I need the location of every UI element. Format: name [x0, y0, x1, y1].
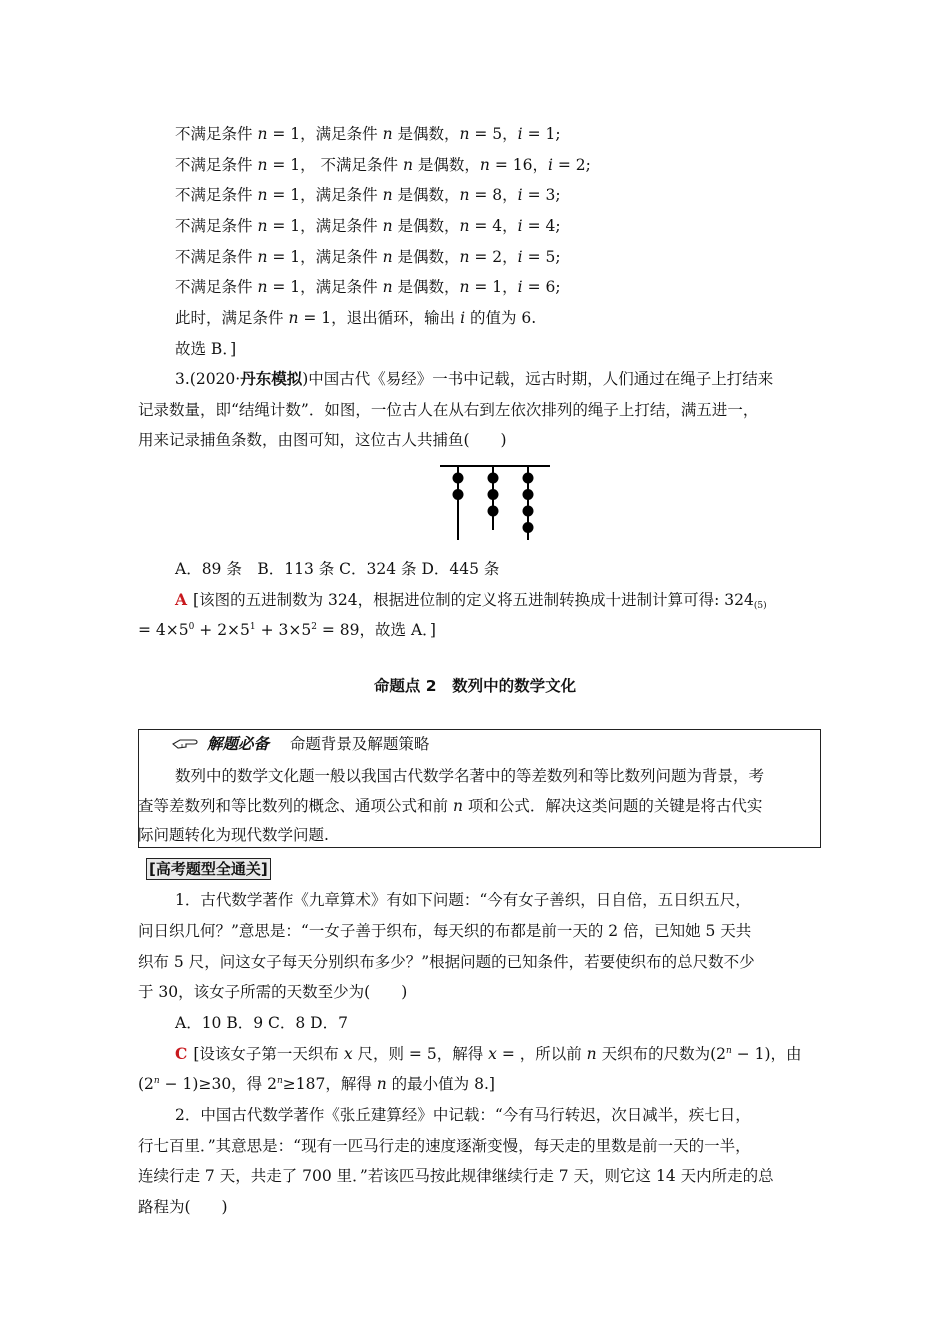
loop-end-line: 此时，满足条件 n = 1，退出循环，输出 i 的值为 6. [175, 309, 537, 327]
box-paragraph-line-1: 数列中的数学文化题一般以我国古代数学名著中的等差数列和等比数列问题为背景，考 [175, 767, 765, 785]
knot [488, 506, 499, 517]
box-heading: 命题背景及解题策略 [289, 735, 430, 753]
p1-line-2: 问日织几何？”意思是：“一女子善于织布，每天织的布都是前一天的 2 倍，已知她 5 天共 [138, 922, 752, 940]
box-paragraph-line-3: 际问题转化为现代数学问题. [138, 826, 329, 844]
box-label: 解题必备 [206, 735, 269, 753]
q3-answer-line-2: = $4\times 5^0 + 2\times 5^1 + 3\times 5^2 = 89$，故选 A．] [138, 621, 436, 639]
q3-line-1: 3.(2020·丹东模拟)中国古代《易经》一书中记载，远古时期，人们通过在绳子上打结来 [175, 369, 774, 388]
pointing-hand-icon [172, 735, 202, 751]
knot [523, 473, 534, 484]
p1-answer-line-2: $(2^n - 1)\ge 30$，得 $2^n\ge 187$，解得 n 的最小值为 8.] [138, 1075, 495, 1093]
knot-figure [440, 462, 550, 544]
knot [453, 473, 464, 484]
loop-line-6: 不满足条件 n = 1，满足条件 n 是偶数，n = 1，i = 6; [175, 278, 561, 296]
knot [488, 473, 499, 484]
loop-line-1: 不满足条件 n = 1，满足条件 n 是偶数，n = 5，i = 1; [175, 125, 561, 143]
q3-line-2: 记录数量，即“结绳计数”．如图，一位古人在从右到左依次排列的绳子上打结，满五进一， [138, 401, 759, 419]
section-tag: [高考题型全通关] [146, 858, 271, 880]
q3-answer-line-1: A [该图的五进制数为 324，根据进位制的定义将五进制转换成十进制计算可得: $324_{(5)}$ [175, 590, 767, 611]
p2-line-4: 路程为( ) [138, 1198, 228, 1216]
loop-line-5: 不满足条件 n = 1，满足条件 n 是偶数，n = 2，i = 5; [175, 248, 561, 266]
loop-answer-line: 故选 B．] [175, 340, 237, 358]
q3-line-3: 用来记录捕鱼条数，由图可知，这位古人共捕鱼( ) [138, 431, 507, 449]
loop-line-4: 不满足条件 n = 1，满足条件 n 是偶数，n = 4，i = 4; [175, 217, 561, 235]
q3-options: A．89 条 B．113 条 C．324 条 D．445 条 [175, 560, 500, 578]
p2-line-1: 2．中国古代数学著作《张丘建算经》中记载：“今有马行转迟，次日减半，疾七日， [175, 1106, 751, 1124]
knot [523, 506, 534, 517]
knot [523, 522, 534, 533]
section-title: 命题点 2 数列中的数学文化 [373, 677, 577, 695]
p2-line-2: 行七百里．”其意思是：“现有一匹马行走的速度逐渐变慢，每天走的里数是前一天的一半， [138, 1137, 751, 1155]
knot [523, 489, 534, 500]
knot [453, 489, 464, 500]
p1-answer-line-1: C [设该女子第一天织布 x 尺，则 = 5，解得 x = ，所以前 n 天织布的尺数为$(2^n - 1)$，由 [175, 1044, 802, 1063]
p1-options: A．10 B．9 C．8 D．7 [175, 1014, 348, 1032]
p1-line-4: 于 30，该女子所需的天数至少为( ) [138, 983, 408, 1001]
knot [488, 489, 499, 500]
strategy-box-header [172, 733, 429, 755]
p2-line-3: 连续行走 7 天，共走了 700 里．”若该匹马按此规律继续行走 7 天，则它这 14 天内所走的总 [138, 1167, 774, 1185]
p1-line-1: 1．古代数学著作《九章算术》有如下问题：“今有女子善织，日自倍，五日织五尺， [175, 891, 751, 909]
box-paragraph-line-2: 查等差数列和等比数列的概念、通项公式和前 n 项和公式．解决这类问题的关键是将古代实 [138, 797, 763, 815]
p1-line-3: 织布 5 尺，问这女子每天分别织布多少？”根据问题的已知条件，若要使织布的总尺数不少 [138, 953, 755, 971]
loop-line-2: 不满足条件 n = 1， 不满足条件 n 是偶数，n = 16，i = 2; [175, 156, 591, 174]
loop-line-3: 不满足条件 n = 1，满足条件 n 是偶数，n = 8，i = 3; [175, 186, 561, 204]
